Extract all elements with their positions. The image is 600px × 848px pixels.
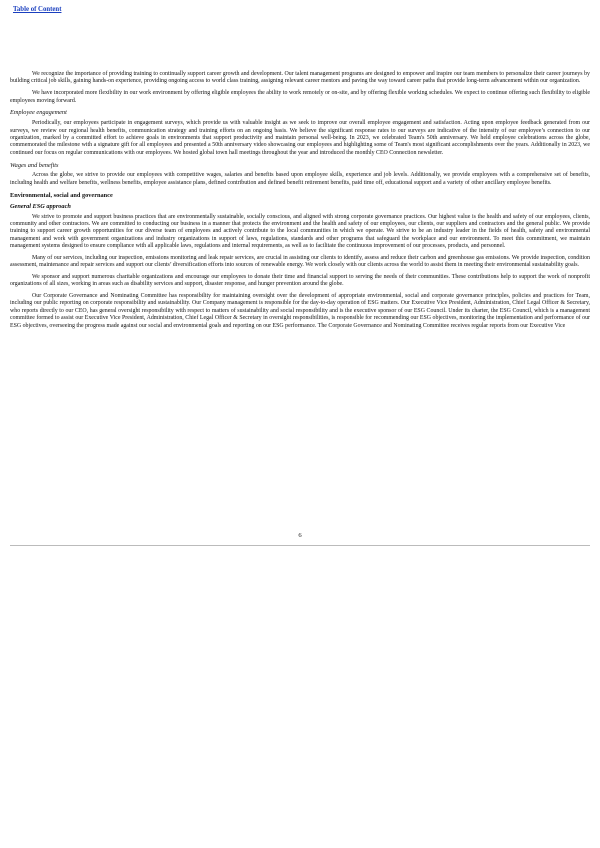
paragraph-flexibility: We have incorporated more flexibility in our work environment by offering eligible employees the ability to work remotely or on-site, and by offering flexible working schedules. We expect to continue offering such flexibility to eligible employees moving forward. [10, 90, 590, 104]
paragraph-esg-values: We strive to promote and support business practices that are environmentally sustainable, socially conscious, and aligned with strong corporate governance practices. Our highest value is the health and safety of our employees, clients, community and other contractors. We are committed to conducting our business in a manner that protects the environment and the health and safety of our employees, our clients, our suppliers and contractors and the general public. We provide training to support career growth opportunities for our diverse team of employees and actively contribute to the local communities in which we operate. We strive to be an industry leader in the fields of health, safety and environmental management and work with government organizations and industry organizations in support of laws, regulations, standards and other programs that safeguard the workplace and our environment. To meet this commitment, we maintain management systems designed to ensure compliance with all applicable laws, regulations and internal requirements, as well as to facilitate the continuous improvement of our processes, products, and personnel. [10, 213, 590, 249]
table-of-content-link[interactable]: Table of Content [13, 6, 62, 13]
heading-general-esg-approach: General ESG approach [10, 202, 71, 210]
heading-wages-benefits: Wages and benefits [10, 161, 59, 169]
paragraph-esg-governance: Our Corporate Governance and Nominating Committee has responsibility for maintaining oversight over the development of appropriate environmental, social and corporate governance principles, policies and practices for Team, including our public reporting on corporate responsibility and sustainability. Our Company management is responsible for the day-to-day operation of ESG matters. Our Executive Vice President, Administration, Chief Legal Officer & Secretary, who reports directly to our CEO, has general oversight responsibility with respect to matters of sustainability and social responsibility and is the executive sponsor of our ESG Council. Under its charter, the ESG Council, which is a management committee formed to assist our Executive Vice President, Administration, Chief Legal Officer & Secretary in oversight responsibilities, is responsible for recommending our ESG objectives, monitoring the implementation and performance of our ESG objectives, overseeing the progress made against our social and environmental goals and reporting on our ESG performance. The Corporate Governance and Nominating Committee receives regular reports from our Executive Vice [10, 293, 590, 329]
paragraph-esg-charity: We sponsor and support numerous charitable organizations and encourage our employees to donate their time and financial support to serving the needs of their communities. These contributions help to support the work of nonprofit organizations of all sizes, working in areas such as disability services and support, disaster response, and hunger prevention around the globe. [10, 273, 590, 288]
page-number: 6 [298, 532, 302, 539]
footer-divider [10, 545, 590, 546]
paragraph-engagement: Periodically, our employees participate in engagement surveys, which provide us with valuable insight as we seek to improve our overall employee engagement and satisfaction. Acting upon employee feedback generated from our surveys, we review our regional health benefits, communication strategy and training efforts on an ongoing basis. We believe the significant response rates to our surveys are indicative of the intensity of our employee’s connection to our organization, marked by a committed effort to achieve goals in environments that support productivity and maintain personal well-being. In 2023, we celebrated Team's 50th anniversary. We held employee celebrations across the globe, commemorated the milestone with a signature gift for all employees and presented a 50th anniversary video showcasing our employees and highlighting some of Team's most significant accomplishments over the years. Additionally in 2023, we continued our focus on regular communications with our employees. We hosted global town hall meetings throughout the year and introduced the monthly CEO Connection newsletter. [10, 120, 590, 156]
page-body [10, 71, 590, 334]
paragraph-training: We recognize the importance of providing training to continually support career growth and development. Our talent management programs are designed to empower and inspire our team members to personalize their career journeys by building critical job skills, gaining hands-on experience, providing ongoing access to world class training, assigning relevant career mentors and paving the way toward career paths that provide long-term advancement within our organization. [10, 71, 590, 85]
heading-esg: Environmental, social and governance [10, 191, 113, 199]
heading-employee-engagement: Employee engagement [10, 109, 67, 117]
paragraph-esg-services: Many of our services, including our inspection, emissions monitoring and leak repair services, are crucial in assisting our clients to identify, assess and reduce their carbon and greenhouse gas emissions. We provide inspection, condition assessment, maintenance and repair services and support our clients’ diversification efforts into sources of renewable energy. We work closely with our clients across the world to assist them in meeting their environmental sustainability goals. [10, 254, 590, 269]
paragraph-wages: Across the globe, we strive to provide our employees with competitive wages, salaries and benefits based upon employee skills, experience and job levels. Additionally, we provide employees with a comprehensive set of benefits, including health and welfare benefits, wellness benefits, employee assistance plans, defined contribution and defined benefit retirement benefits, paid time off, educational support and a variety of other ancillary employee benefits. [10, 172, 590, 186]
